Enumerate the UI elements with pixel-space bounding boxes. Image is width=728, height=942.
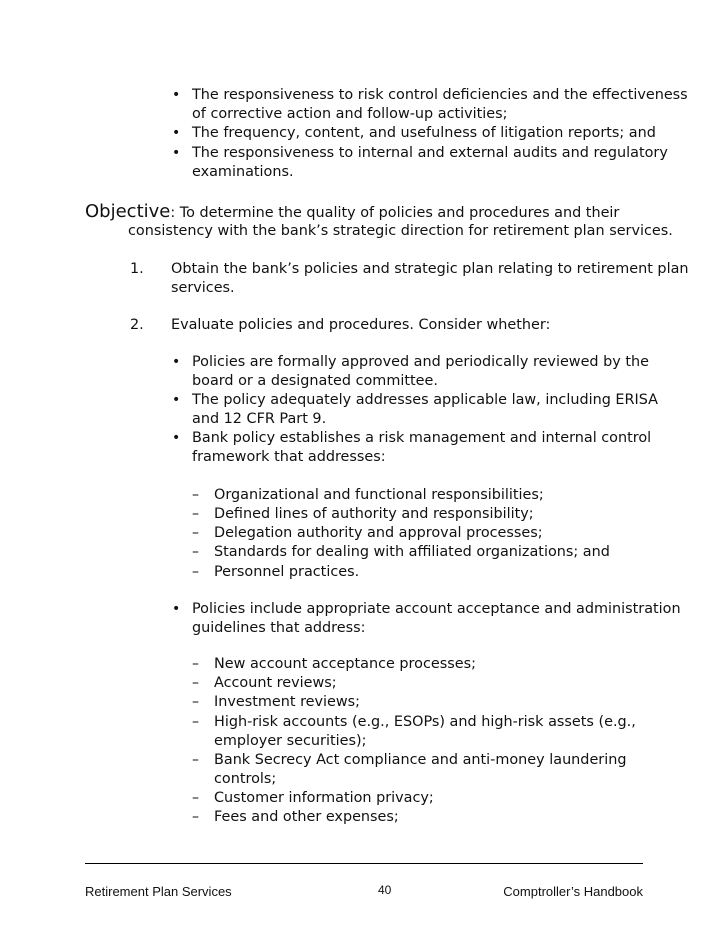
dash-marker: – [192, 487, 199, 503]
dash-marker: – [192, 675, 199, 691]
dash-marker: – [192, 752, 199, 768]
bullet-text: framework that addresses: [192, 449, 386, 465]
bullet-text: The policy adequately addresses applicable law, including ERISA [192, 392, 659, 408]
bullet-marker: • [172, 601, 181, 617]
bullet-marker: • [172, 125, 181, 141]
bullet-marker: • [172, 430, 181, 446]
dash-text: Investment reviews; [214, 694, 361, 710]
bullet-marker: • [172, 87, 181, 103]
dash-marker: – [192, 694, 199, 710]
dash-marker: – [192, 714, 199, 730]
dash-text: High-risk accounts (e.g., ESOPs) and high-risk assets (e.g., [214, 714, 636, 730]
dash-text: Organizational and functional responsibilities; [214, 487, 544, 503]
dash-marker: – [192, 564, 199, 580]
bullet-text: The responsiveness to internal and external audits and regulatory [192, 145, 668, 161]
bullet-text: and 12 CFR Part 9. [192, 411, 327, 427]
bullet-text: of corrective action and follow-up activities; [192, 106, 508, 122]
dash-marker: – [192, 544, 199, 560]
dash-marker: – [192, 525, 199, 541]
dash-text: Standards for dealing with affiliated organizations; and [214, 544, 610, 560]
objective-label: Objective [85, 201, 171, 222]
footer-right: Comptroller’s Handbook [503, 884, 643, 899]
dash-text: Customer information privacy; [214, 790, 434, 806]
step-number: 1. [130, 261, 144, 277]
dash-text: New account acceptance processes; [214, 656, 476, 672]
dash-text: Personnel practices. [214, 564, 360, 580]
bullet-text: Bank policy establishes a risk management and internal control [192, 430, 652, 446]
dash-text: Defined lines of authority and responsibility; [214, 506, 534, 522]
bullet-text: guidelines that address: [192, 620, 366, 636]
bullet-text: examinations. [192, 164, 294, 180]
objective-text: : To determine the quality of policies and procedures and their [170, 205, 620, 221]
dash-text: controls; [214, 771, 277, 787]
bullet-marker: • [172, 392, 181, 408]
dash-marker: – [192, 656, 199, 672]
step-text: Obtain the bank’s policies and strategic plan relating to retirement plan [171, 261, 689, 277]
bullet-marker: • [172, 354, 181, 370]
bullet-text: The frequency, content, and usefulness of litigation reports; and [192, 125, 656, 141]
objective-heading [85, 201, 619, 224]
bullet-text: board or a designated committee. [192, 373, 438, 389]
dash-text: employer securities); [214, 733, 367, 749]
footer-left: Retirement Plan Services [85, 884, 232, 899]
dash-text: Account reviews; [214, 675, 337, 691]
dash-text: Delegation authority and approval processes; [214, 525, 543, 541]
objective-text: consistency with the bank’s strategic direction for retirement plan services. [128, 223, 673, 239]
bullet-text: The responsiveness to risk control deficiencies and the effectiveness [192, 87, 688, 103]
dash-marker: – [192, 506, 199, 522]
dash-text: Bank Secrecy Act compliance and anti-money laundering [214, 752, 627, 768]
dash-marker: – [192, 809, 199, 825]
bullet-marker: • [172, 145, 181, 161]
step-number: 2. [130, 317, 144, 333]
footer-rule [85, 863, 643, 864]
bullet-text: Policies are formally approved and periodically reviewed by the [192, 354, 649, 370]
bullet-text: Policies include appropriate account acceptance and administration [192, 601, 681, 617]
step-text: Evaluate policies and procedures. Consider whether: [171, 317, 551, 333]
dash-marker: – [192, 790, 199, 806]
dash-text: Fees and other expenses; [214, 809, 399, 825]
step-text: services. [171, 280, 235, 296]
page-number: 40 [378, 883, 392, 897]
